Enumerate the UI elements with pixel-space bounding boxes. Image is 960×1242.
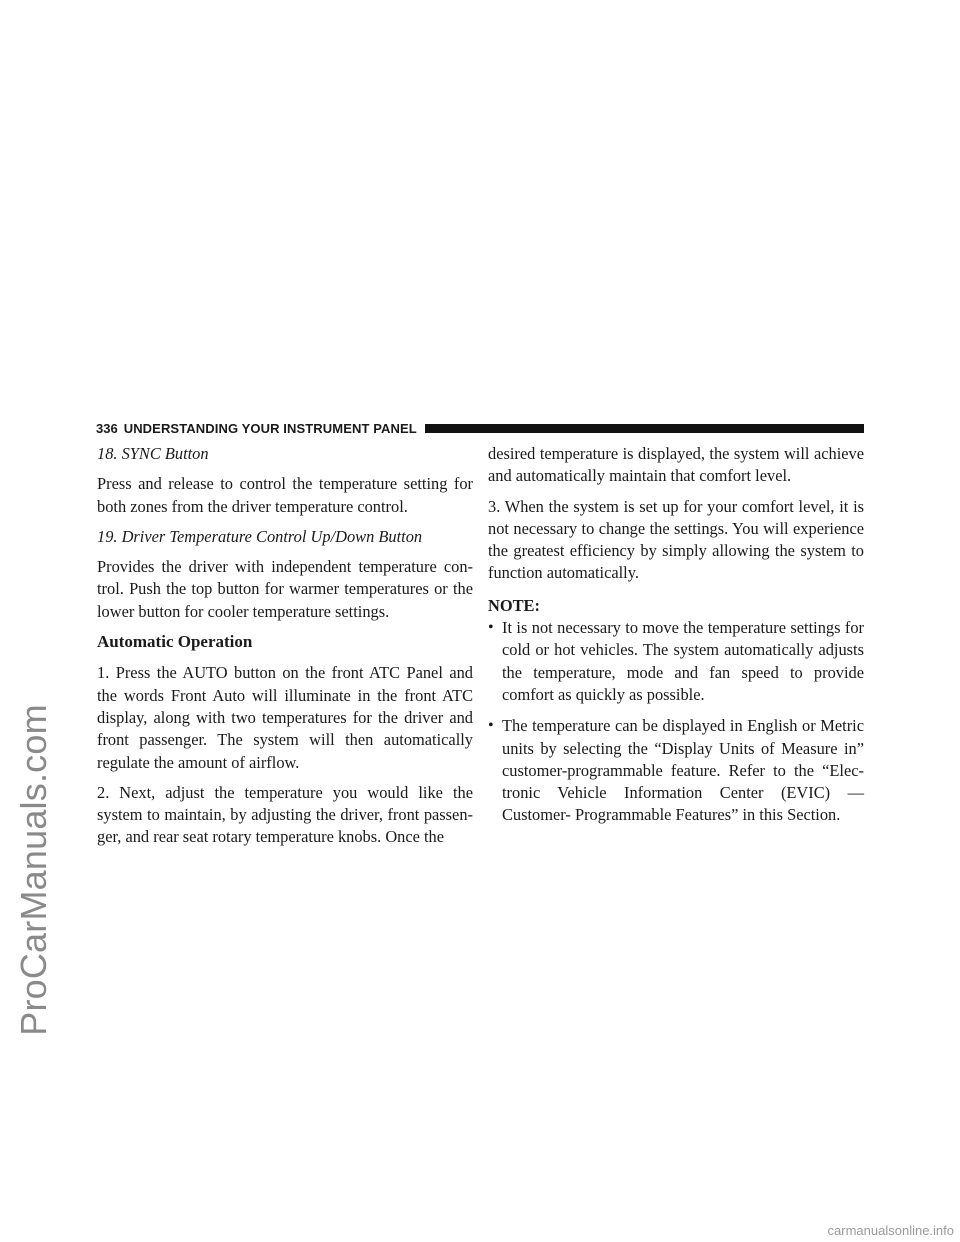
note-bullet (488, 617, 864, 706)
page-header (96, 418, 864, 438)
paragraph-step-3: 3. When the system is set up for your comfort level, it is not necessary to change the settings. You will experience the greatest efficiency by simply allowing the system to function automatically. (488, 496, 864, 583)
section-title: UNDERSTANDING YOUR INSTRUMENT PANEL (123, 420, 417, 436)
item-19-title: 19. Driver Temperature Control Up/Down Button (97, 526, 423, 546)
side-watermark (4, 520, 64, 1220)
section-heading: Automatic Operation (97, 632, 253, 652)
item-18-text: Press and release to control the temperature setting for both zones from the driver temperature control. (97, 474, 473, 516)
bullet-text: It is not necessary to move the temperature settings for cold or hot vehicles. The system automatically adjusts the temperature, mode and fan speed to provide comfort as quickly as possible. (502, 618, 864, 704)
paragraph-step-2-continued: desired temperature is displayed, the system will achieve and automatically maintain that comfort level. (488, 444, 864, 486)
header-rule (425, 424, 864, 433)
item-18-title: 18. SYNC Button (97, 444, 209, 463)
paragraph-step-2: 2. Next, adjust the temperature you would like the system to maintain, by adjusting the driver, front passen- ger, and rear seat rotary temperature knobs. Once the (97, 782, 473, 847)
page-number: 336 (96, 420, 118, 436)
item-19-text: Provides the driver with independent temperature con- trol. Push the top button for warmer temperatures or the lower button for cooler temperature settings. (97, 557, 473, 621)
side-watermark-text: ProCarManuals.com (13, 704, 55, 1036)
left-column (97, 443, 473, 857)
right-column (488, 443, 864, 836)
note-bullet (488, 715, 864, 826)
paragraph-step-1: 1. Press the AUTO button on the front ATC Panel and the words Front Auto will illuminate in the front ATC display, along with two temperatures for the driver and front passenger. The system will then automatically regulate the amount of airflow. (97, 663, 473, 772)
bullet-text: The temperature can be displayed in English or Metric units by selecting the “Display Units of Measure in” customer-programmable feature. Refer to the “Elec- tronic Vehicle Information Center (EVIC) — Customer- Programmable Features” in this Section. (502, 716, 864, 825)
footer-watermark: carmanualsonline.info (827, 1223, 954, 1238)
bullet-dot: • (488, 717, 494, 735)
bullet-dot: • (488, 619, 494, 637)
note-label: NOTE: (488, 595, 540, 615)
